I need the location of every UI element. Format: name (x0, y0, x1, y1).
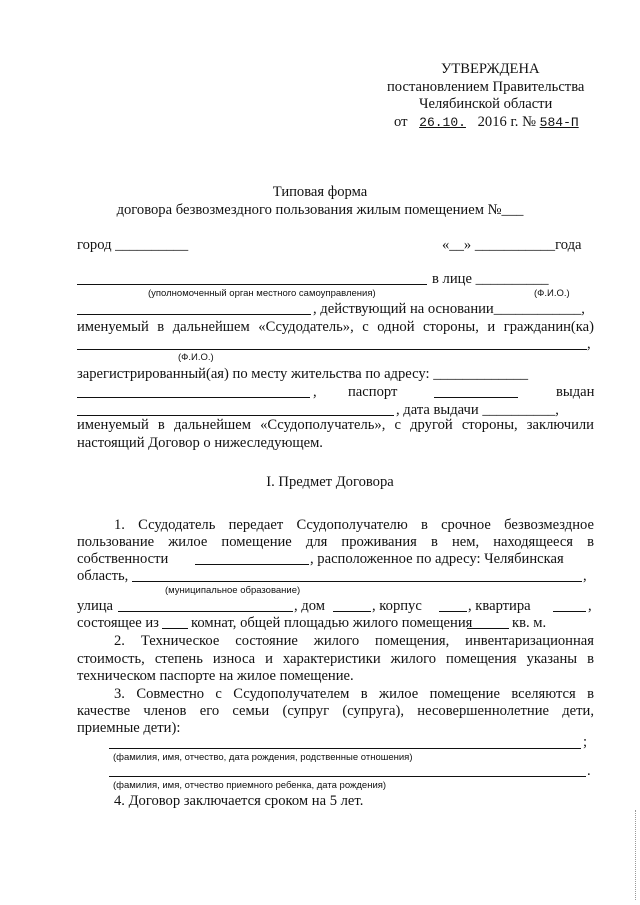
clause-1-line-2: пользование жилое помещение для проживания в нем, находящееся в (77, 534, 594, 550)
caption-family: (фамилия, имя, отчество, дата рождения, родственные отношения) (113, 752, 413, 763)
representative-blank (77, 314, 311, 315)
apartment-end: , (588, 598, 592, 614)
clause-1-line-4-start: область, (77, 568, 129, 584)
street-blank (118, 611, 293, 612)
owner-blank (195, 564, 309, 565)
clause-1-line-3-end: , расположенное по адресу: Челябинская (310, 551, 564, 567)
foster-children-blank (109, 776, 586, 777)
area-unit: кв. м. (512, 615, 547, 631)
apartment-label: , квартира (468, 598, 531, 614)
section-1-title: I. Предмет Договора (266, 474, 394, 490)
area-label: комнат, общей площадью жилого помещения (191, 615, 473, 631)
approved-heading: УТВЕРЖДЕНА (441, 61, 540, 77)
borrower-named-line: именуемый в дальнейшем «Ссудополучатель», с другой стороны, заключили (77, 417, 594, 433)
passport-label: паспорт (348, 384, 398, 400)
authority-blank (77, 284, 427, 285)
contract-title: договора безвозмездного пользования жилым помещением №___ (116, 202, 524, 218)
rooms-label: состоящее из (77, 615, 159, 631)
foster-period: . (587, 763, 591, 779)
caption-fio-1: (Ф.И.О.) (534, 288, 570, 299)
lender-named-line: именуемый в дальнейшем «Ссудодатель», с одной стороны, и гражданин(ка) (77, 319, 594, 335)
agreement-line: настоящий Договор о нижеследующем. (77, 435, 323, 451)
clause-3-line-1: 3. Совместно с Ссудополучателем в жилое помещение вселяются в (114, 686, 594, 702)
in-person-field: в лице __________ (432, 271, 549, 287)
clause-4: 4. Договор заключается сроком на 5 лет. (114, 793, 364, 809)
rooms-blank (162, 628, 188, 629)
clause-1-line-3-start: собственности (77, 551, 169, 567)
apartment-blank (553, 611, 586, 612)
house-label: , дом (294, 598, 325, 614)
decree-date: 26.10. (419, 115, 466, 130)
passport-comma: , (313, 384, 317, 400)
clause-3-line-2: качестве членов его семьи (супруг (супруга), несовершеннолетние дети, (77, 703, 594, 719)
clause-2-line-1: 2. Техническое состояние жилого помещения, инвентаризационная (114, 633, 594, 649)
contract-date-field: «__» ___________года (442, 237, 582, 253)
approved-by-line: постановлением Правительства (387, 79, 585, 95)
street-label: улица (77, 598, 114, 614)
clause-2-line-3: техническом паспорте на жилое помещение. (77, 668, 354, 684)
form-title: Типовая форма (272, 184, 368, 200)
clause-1-line-1: 1. Ссудодатель передает Ссудополучателю в срочное безвозмездное (114, 517, 594, 533)
family-semicolon: ; (583, 734, 588, 750)
address-blank (77, 397, 310, 398)
region-line: Челябинской области (419, 96, 553, 112)
comma-1: , (587, 336, 591, 352)
clause-3-line-3: приемные дети): (77, 720, 181, 736)
house-blank (333, 611, 371, 612)
decree-year: 2016 г. № (477, 114, 537, 130)
decree-date-line (394, 113, 579, 132)
caption-fio-2: (Ф.И.О.) (178, 352, 214, 363)
registered-address: зарегистрированный(ая) по месту жительства по адресу: _____________ (77, 366, 529, 382)
municipality-blank (132, 581, 582, 582)
clause-2-line-2: стоимость, степень износа и характеристики жилого помещения указаны в (77, 651, 594, 667)
building-blank (439, 611, 467, 612)
city-field: город __________ (77, 237, 189, 253)
clause-1-line-4-end: , (583, 568, 587, 584)
caption-municipality: (муниципальное образование) (165, 585, 301, 596)
scan-margin-mark (635, 810, 638, 900)
issue-date-field: , дата выдачи __________, (396, 402, 559, 418)
decree-number: 584-П (539, 115, 579, 130)
passport-number-blank (434, 397, 518, 398)
issued-label: выдан (556, 384, 595, 400)
citizen-name-blank (77, 349, 587, 350)
area-blank (467, 628, 509, 629)
building-label: , корпус (372, 598, 422, 614)
date-prefix: от (394, 114, 408, 130)
family-members-blank (109, 748, 581, 749)
caption-foster: (фамилия, имя, отчество приемного ребенка, дата рождения) (113, 780, 387, 791)
caption-authority: (уполномоченный орган местного самоуправления) (148, 288, 376, 299)
acting-basis: , действующий на основании____________, (313, 301, 585, 317)
